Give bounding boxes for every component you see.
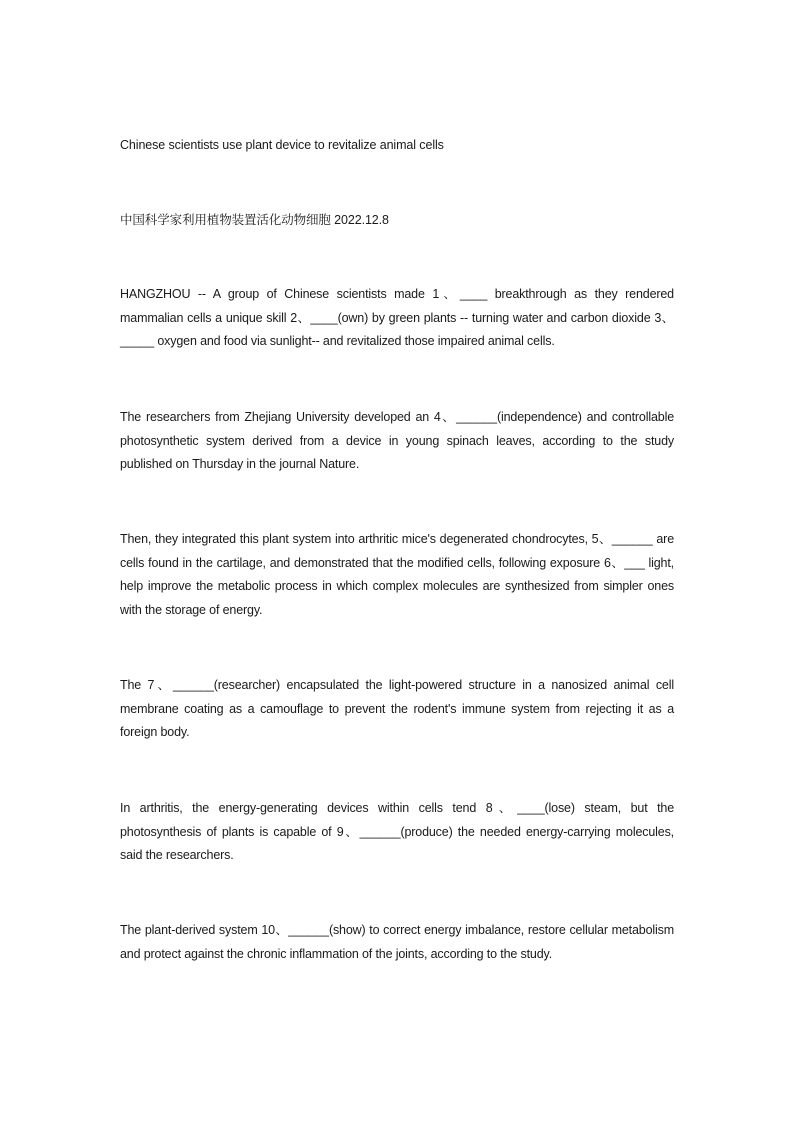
paragraph-5: In arthritis, the energy-generating devices within cells tend 8、____(lose) steam, but the photosynthesis of plants is capable of 9、______(produce) the needed energy-carrying molecules, said the researchers. (120, 801, 674, 863)
paragraph-6: The plant-derived system 10、______(show) to correct energy imbalance, restore cellular metabolism and protect against the chronic inflammation of the joints, according to the study. (120, 923, 674, 961)
paragraph-2: The researchers from Zhejiang University developed an 4、______(independence) and controllable photosynthetic system derived from a device in young spinach leaves, according to the study published on Thursday in the journal Nature. (120, 410, 674, 472)
article-subtitle: 中国科学家利用植物装置活化动物细胞 2022.12.8 (120, 213, 389, 227)
paragraph-3: Then, they integrated this plant system into arthritic mice's degenerated chondrocytes, 5、______ are cells found in the cartilage, and demonstrated that the modified cells, following exposure 6、___ light, help improve the metabolic process in which complex molecules are synthesized from simpler ones with the storage of energy. (120, 532, 674, 618)
article-title: Chinese scientists use plant device to revitalize animal cells (120, 138, 444, 152)
paragraph-4: The 7、______(researcher) encapsulated the light-powered structure in a nanosized animal cell membrane coating as a camouflage to prevent the rodent's immune system from rejecting it as a foreign body. (120, 678, 674, 740)
paragraph-1: HANGZHOU -- A group of Chinese scientists made 1、____ breakthrough as they rendered mammalian cells a unique skill 2、____(own) by green plants -- turning water and carbon dioxide 3、_____ oxygen and food via sunlight-- and revitalized those impaired animal cells. (120, 287, 674, 349)
